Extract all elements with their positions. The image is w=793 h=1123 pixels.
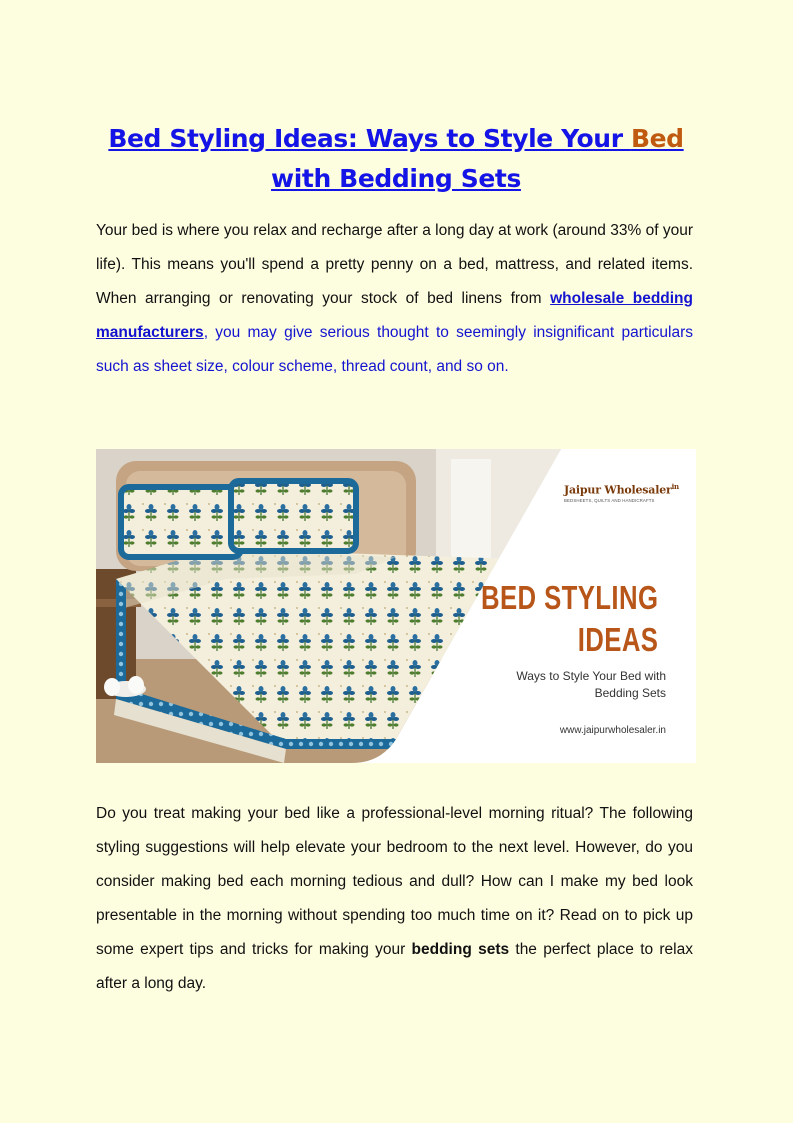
body-paragraph [96,797,693,1001]
banner-subtitle-line-1: Ways to Style Your Bed with [516,669,666,683]
banner-heading-line-2: IDEAS [577,621,658,658]
banner-heading-line-1: BED STYLING [480,579,658,616]
page-title [96,119,696,199]
title-part-3: with Bedding Sets [271,164,521,193]
bedding-sets-bold: bedding sets [411,941,510,958]
banner-subtitle-line-2: Bedding Sets [594,686,666,700]
banner-url: www.jaipurwholesaler.in [559,725,666,736]
intro-paragraph [96,214,693,384]
banner-subtitle [466,668,666,702]
title-link[interactable] [108,124,683,193]
wholesale-bedding-link[interactable]: wholesale bedding manufacturers [96,290,693,341]
brand-suffix: in [671,482,679,491]
body-text: Do you treat making your bed like a professional-level morning ritual? The following styling suggestions will help elevate your bedroom to the next level. However, do you consider making bed each morning tedious and dull? How can I make my bed look presentable in the morning without spending too much time on it? Read on to pick up some expert tips and tricks for making your [96,805,693,958]
brand-logo [564,482,684,503]
intro-text-blue: , you may give serious thought to seemingly insignificant particulars such as sheet size, colour scheme, thread count, and so on. [96,324,693,375]
brand-name: Jaipur Wholesaler [564,483,672,497]
title-part-1: Bed Styling Ideas: Ways to Style Your [108,124,631,153]
brand-tagline: BEDSHEETS, QUILTS AND HANDICRAFTS [564,497,655,503]
hero-banner-image [96,449,696,763]
body-text-end: the perfect place to relax after a long day. [96,941,693,992]
intro-text: Your bed is where you relax and recharge after a long day at work (around 33% of your life). This means you'll spend a pretty penny on a bed, mattress, and related items. When arranging or renovating your stock of bed linens from [96,222,693,307]
title-accent-word: Bed [630,124,684,153]
banner-heading [481,577,658,661]
